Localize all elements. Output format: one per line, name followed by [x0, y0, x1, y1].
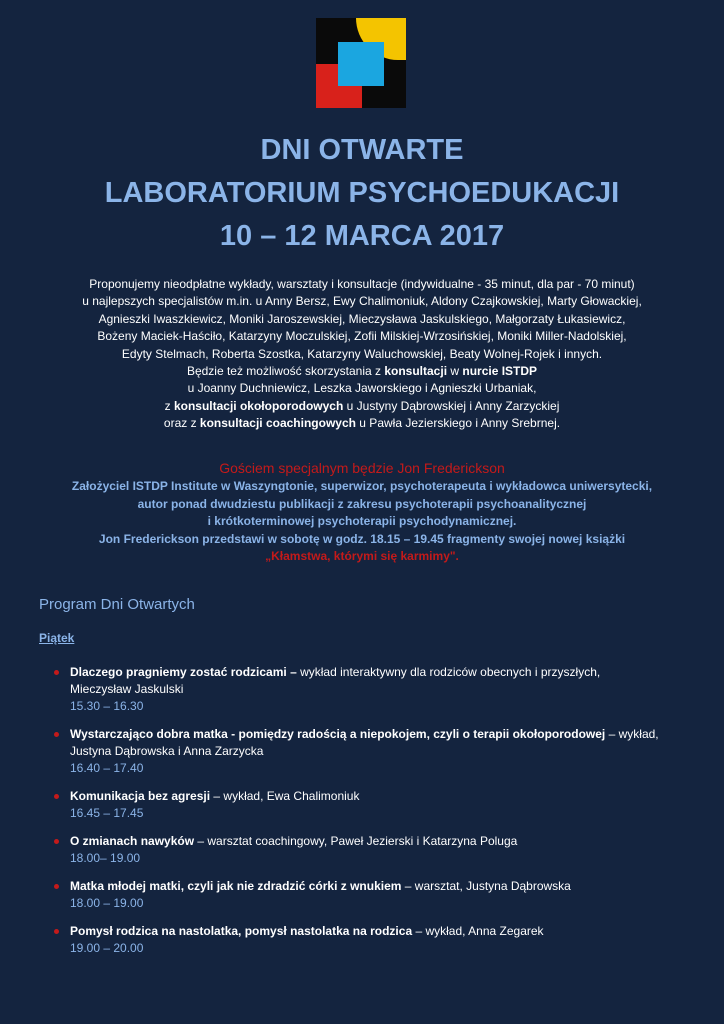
logo	[316, 18, 406, 108]
intro-text: Będzie też możliwość skorzystania z	[186, 364, 385, 379]
intro-emph: nurcie ISTDP	[462, 364, 538, 379]
event-time: 18.00 – 19.00	[70, 896, 144, 910]
intro-text: u Pawła Jezierskiego i Anny Srebrnej.	[355, 416, 561, 431]
intro-line: u najlepszych specjalistów m.in. u Anny Bersz, Ewy Chalimoniuk, Aldony Czajkowskiej, Marty Głowackiej,	[82, 294, 642, 309]
bullet-icon	[54, 884, 59, 889]
event-detail: – warsztat coachingowy, Paweł Jezierski i Katarzyna Poluga	[194, 834, 518, 848]
bullet-icon	[54, 670, 59, 675]
event-detail: – wykład, Ewa Chalimoniuk	[210, 789, 360, 803]
guest-line: i krótkoterminowej psychoterapii psychodynamicznej.	[207, 514, 517, 529]
intro-line: Proponujemy nieodpłatne wykłady, warsztaty i konsultacje (indywidualne - 35 minut, dla par - 70 minut)	[89, 277, 635, 291]
intro-text: z	[164, 398, 174, 413]
event-time: 15.30 – 16.30	[70, 699, 144, 713]
event-detail: Mieczysław Jaskulski	[70, 682, 184, 696]
event-time: 16.40 – 17.40	[70, 761, 144, 775]
intro-emph: konsultacji okołoporodowych	[173, 398, 344, 413]
intro-line: Bożeny Maciek-Haściło, Katarzyny Moczulskiej, Zofii Milskiej-Wrzosińskiej, Moniki Miller-Nadolskiej,	[97, 329, 627, 344]
bullet-icon	[54, 732, 59, 737]
event-title: Wystarczająco dobra matka - pomiędzy radością a niepokojem, czyli o terapii okołoporodowej	[70, 727, 606, 741]
event-title: Matka młodej matki, czyli jak nie zdradzić córki z wnukiem	[70, 879, 402, 893]
day-heading-friday: Piątek	[39, 631, 75, 645]
title-dates: 10 – 12 MARCA 2017	[219, 220, 505, 252]
guest-book-title: „Kłamstwa, którymi się karmimy".	[265, 549, 459, 564]
event-detail: wykład interaktywny dla rodziców obecnych i przyszłych,	[296, 665, 601, 679]
list-item	[54, 878, 694, 912]
intro-text: u Justyny Dąbrowskiej i Anny Zarzyckiej	[343, 398, 560, 413]
guest-line: Jon Frederickson przedstawi w sobotę w godz. 18.15 – 19.45 fragmenty swojej nowej książki	[98, 531, 626, 546]
intro-line	[30, 363, 694, 380]
event-detail: – wykład, Anna Zegarek	[412, 924, 544, 938]
event-detail: – wykład,	[605, 727, 659, 741]
program-title: Program Dni Otwartych	[39, 596, 195, 613]
event-title: Pomysł rodzica na nastolatka, pomysł nastolatka na rodzica	[70, 924, 413, 938]
event-detail: – warsztat, Justyna Dąbrowska	[401, 879, 571, 893]
title-line-1: DNI OTWARTE	[260, 134, 464, 166]
event-time: 18.00– 19.00	[70, 851, 141, 865]
special-guest-section	[30, 458, 694, 566]
guest-line: Założyciel ISTDP Institute w Waszyngtonie, superwizor, psychoterapeuta i wykładowca uniwersytecki,	[71, 479, 653, 493]
list-item	[54, 788, 694, 822]
guest-line: autor ponad dwudziestu publikacji z zakresu psychoterapii psychoanalitycznej	[137, 496, 587, 511]
event-time: 19.00 – 20.00	[70, 941, 144, 955]
intro-paragraph	[30, 276, 694, 433]
intro-line	[30, 398, 694, 415]
intro-text: oraz z	[163, 416, 200, 431]
bullet-icon	[54, 839, 59, 844]
intro-text: w	[447, 364, 463, 379]
list-item	[54, 923, 694, 957]
intro-emph: konsultacji	[384, 364, 448, 379]
intro-line: Agnieszki Iwaszkiewicz, Moniki Jaroszewskiej, Mieczysława Jaskulskiego, Małgorzaty Łukasiewicz,	[98, 311, 626, 326]
bullet-icon	[54, 794, 59, 799]
list-item	[54, 664, 694, 715]
list-item	[54, 833, 694, 867]
title-line-2: LABORATORIUM PSYCHOEDUKACJI	[104, 177, 620, 209]
event-time: 16.45 – 17.45	[70, 806, 144, 820]
intro-line	[30, 415, 694, 432]
intro-emph: konsultacji coachingowych	[199, 416, 356, 431]
logo-blue-square	[338, 42, 384, 86]
event-list	[54, 664, 694, 968]
event-title: O zmianach nawyków	[70, 834, 195, 848]
intro-line: Edyty Stelmach, Roberta Szostka, Katarzyny Waluchowskiej, Beaty Wolnej-Rojek i innych.	[121, 346, 603, 361]
event-title: Dlaczego pragniemy zostać rodzicami –	[70, 665, 297, 679]
list-item	[54, 726, 694, 777]
bullet-icon	[54, 929, 59, 934]
intro-line: u Joanny Duchniewicz, Leszka Jaworskiego i Agnieszki Urbaniak,	[187, 381, 537, 396]
guest-heading: Gościem specjalnym będzie Jon Frederickson	[219, 460, 505, 476]
event-title: Komunikacja bez agresji	[70, 789, 211, 803]
event-detail: Justyna Dąbrowska i Anna Zarzycka	[70, 744, 264, 758]
